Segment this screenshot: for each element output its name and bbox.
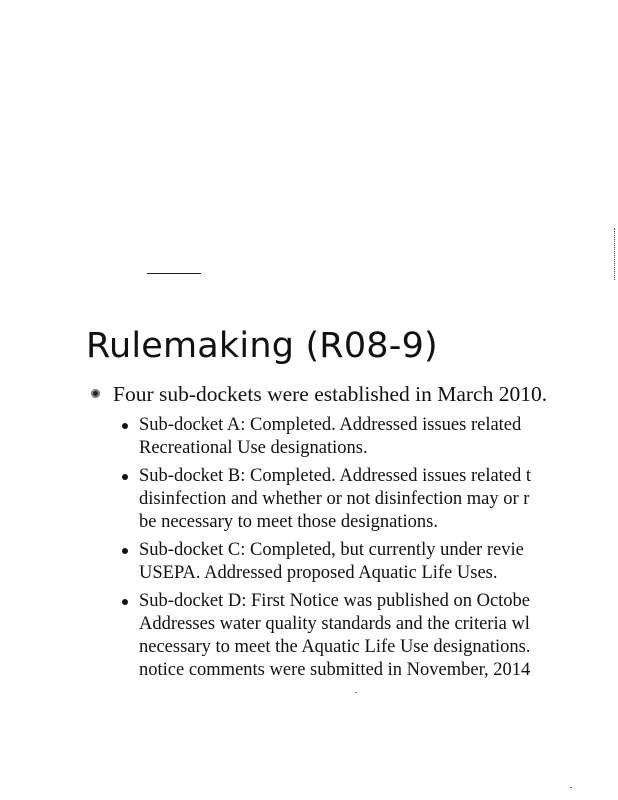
sub-bullet-line: Sub-docket C: Completed, but currently under revie [139, 540, 524, 560]
sub-bullet-item [139, 465, 618, 534]
bullet-icon [122, 474, 128, 480]
bullet-icon [122, 548, 128, 554]
sub-bullet-line: Sub-docket B: Completed. Addressed issues related t [139, 466, 532, 486]
scan-speck [570, 787, 572, 788]
sub-bullet-line: Sub-docket D: First Notice was published on Octobe [139, 591, 531, 611]
scan-speck [355, 692, 357, 693]
sub-bullet-line: be necessary to meet those designations. [139, 512, 438, 532]
main-bullet-item [113, 380, 618, 408]
slide-body [0, 380, 618, 682]
sub-bullet-line: necessary to meet the Aquatic Life Use designations. [139, 637, 531, 657]
bullet-icon [122, 423, 128, 429]
short-horizontal-rule [147, 273, 201, 274]
bullet-icon [91, 389, 100, 398]
main-bullet-text: Four sub-dockets were established in March 2010. [113, 382, 548, 406]
sub-bullet-line: USEPA. Addressed proposed Aquatic Life Uses. [139, 563, 498, 583]
sub-bullet-line: disinfection and whether or not disinfection may or r [139, 489, 530, 509]
scan-edge-mark [614, 228, 615, 280]
slide-title: Rulemaking (R08-9) [86, 326, 438, 366]
sub-bullet-item [139, 539, 618, 585]
sub-bullet-line: Sub-docket A: Completed. Addressed issues related [139, 415, 522, 435]
sub-bullet-item [139, 414, 618, 460]
sub-bullet-line: Addresses water quality standards and the criteria wl [139, 614, 530, 634]
sub-bullet-item [139, 590, 618, 682]
sub-bullet-line: Recreational Use designations. [139, 438, 368, 458]
bullet-icon [122, 599, 128, 605]
sub-bullet-line: notice comments were submitted in November, 2014 [139, 660, 531, 680]
